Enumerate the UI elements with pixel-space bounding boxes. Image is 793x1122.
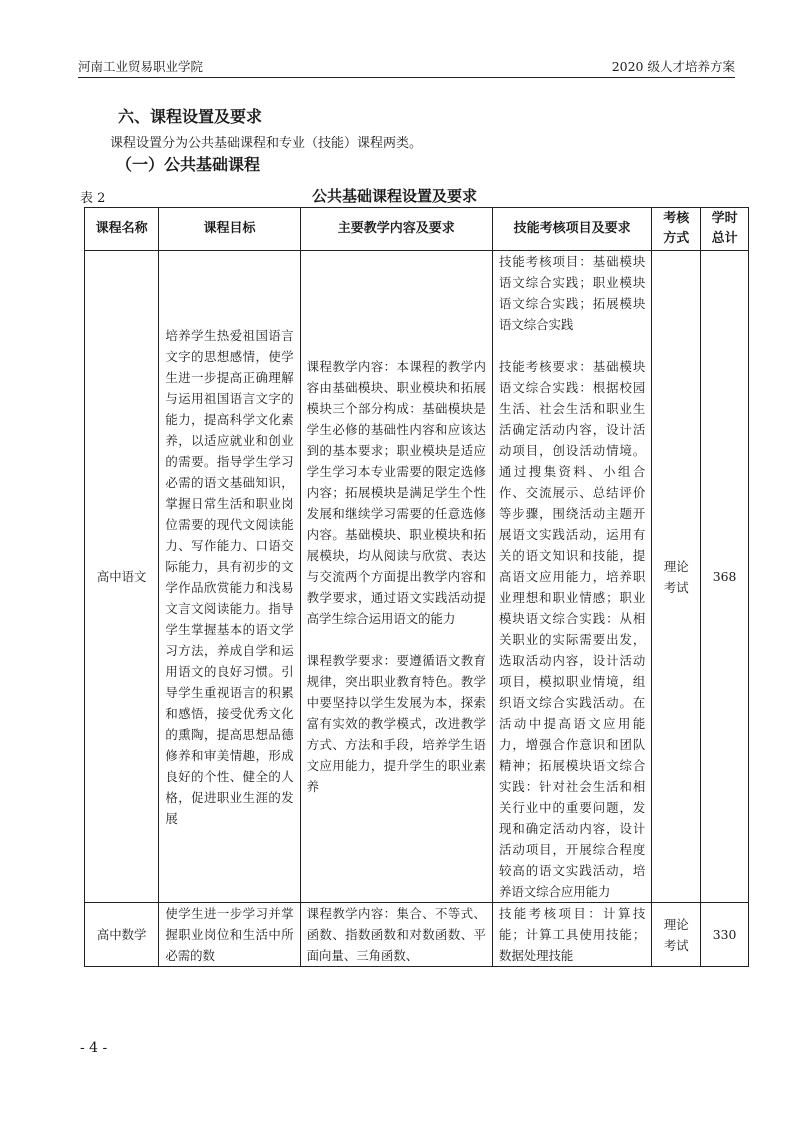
col-header-hours: 学时总计 (701, 208, 749, 251)
col-header-goal: 课程目标 (159, 208, 300, 251)
table-header-row (85, 208, 749, 251)
course-name: 高中数学 (85, 903, 159, 967)
page-number: - 4 - (80, 1040, 108, 1056)
table-row (85, 903, 749, 967)
col-header-content: 主要教学内容及要求 (300, 208, 492, 251)
course-table (84, 207, 749, 967)
table-label: 表 2 (80, 191, 106, 206)
intro-paragraph: 课程设置分为公共基础课程和专业（技能）课程两类。 (110, 136, 423, 151)
col-header-name: 课程名称 (85, 208, 159, 251)
header-institution: 河南工业贸易职业学院 (78, 59, 204, 74)
header-doc-title: 2020 级人才培养方案 (611, 59, 735, 74)
subsection-title: （一）公共基础课程 (116, 155, 261, 174)
col-header-skill: 技能考核项目及要求 (492, 208, 651, 251)
course-content (300, 251, 492, 903)
skill-assessment (492, 251, 651, 903)
section-title: 六、课程设置及要求 (118, 107, 263, 126)
total-hours: 368 (701, 251, 749, 903)
content-part-2: 课程教学要求：要遵循语文教育规律，突出职业教育特色。教学中要坚持以学生发展为本，探索富有实效的教学模式，改进教学方式、方法和手段，培养学生语文应用能力，提升学生的职业素养 (306, 653, 486, 794)
skill-part-1: 技能考核项目：基础模块语文综合实践；职业模块语文综合实践；拓展模块语文综合实践 (498, 254, 646, 332)
skill-assessment: 技能考核项目：计算技能；计算工具使用技能；数据处理技能 (492, 903, 651, 967)
course-name: 高中语文 (85, 251, 159, 903)
skill-part-2: 技能考核要求：基础模块语文综合实践：根据校园生活、社会生活和职业生活确定活动内容，设计活动项目，创设活动情境。通过搜集资料、小组合作、交流展示、总结评价等步骤，围绕活动主题开展语文实践活动，运用有关的语文知识和技能，提高语文应用能力，培养职业理想和职业情感；职业模块语文综合实践：从相关职业的实际需要出发，选取活动内容，设计活动项目，模拟职业情境，组织语文综合实践活动。在活动中提高语文应用能力，增强合作意识和团队精神；拓展模块语文综合实践：针对社会生活和相关行业中的重要问题，发现和确定活动内容，设计活动项目，开展综合程度较高的语文实践活动，培养语文综合应用能力 (498, 359, 646, 899)
content-part-1: 课程教学内容：本课程的教学内容由基础模块、职业模块和拓展模块三个部分构成：基础模块是学生必修的基础性内容和应该达到的基本要求；职业模块是适应学生学习本专业需要的限定选修内容；拓展模块是满足学生个性发展和继续学习需要的任意选修内容。基础模块、职业模块和拓展模块，均从阅读与欣赏、表达与交流两个方面提出教学内容和教学要求，通过语文实践活动提高学生综合运用语文的能力 (306, 359, 486, 626)
course-goal: 使学生进一步学习并掌握职业岗位和生活中所必需的数 (159, 903, 300, 967)
col-header-exam: 考核方式 (652, 208, 701, 251)
page-header (78, 55, 735, 78)
table-title: 公共基础课程设置及要求 (312, 187, 478, 205)
course-goal: 培养学生热爱祖国语言文字的思想感情，使学生进一步提高正确理解与运用祖国语言文字的能力，提高科学文化素养，以适应就业和创业的需要。指导学生学习必需的语文基础知识，掌握日常生活和职业岗位需要的现代文阅读能力、写作能力、口语交际能力，具有初步的文学作品欣赏能力和浅易文言文阅读能力。指导学生掌握基本的语文学习方法，养成自学和运用语文的良好习惯。引导学生重视语言的积累和感悟，接受优秀文化的熏陶，提高思想品德修养和审美情趣，形成良好的个性、健全的人格，促进职业生涯的发展 (159, 251, 300, 903)
total-hours: 330 (701, 903, 749, 967)
table-row (85, 251, 749, 903)
exam-method: 理论考试 (652, 251, 701, 903)
exam-method: 理论考试 (652, 903, 701, 967)
course-content: 课程教学内容：集合、不等式、函数、指数函数和对数函数、平面向量、三角函数、 (300, 903, 492, 967)
